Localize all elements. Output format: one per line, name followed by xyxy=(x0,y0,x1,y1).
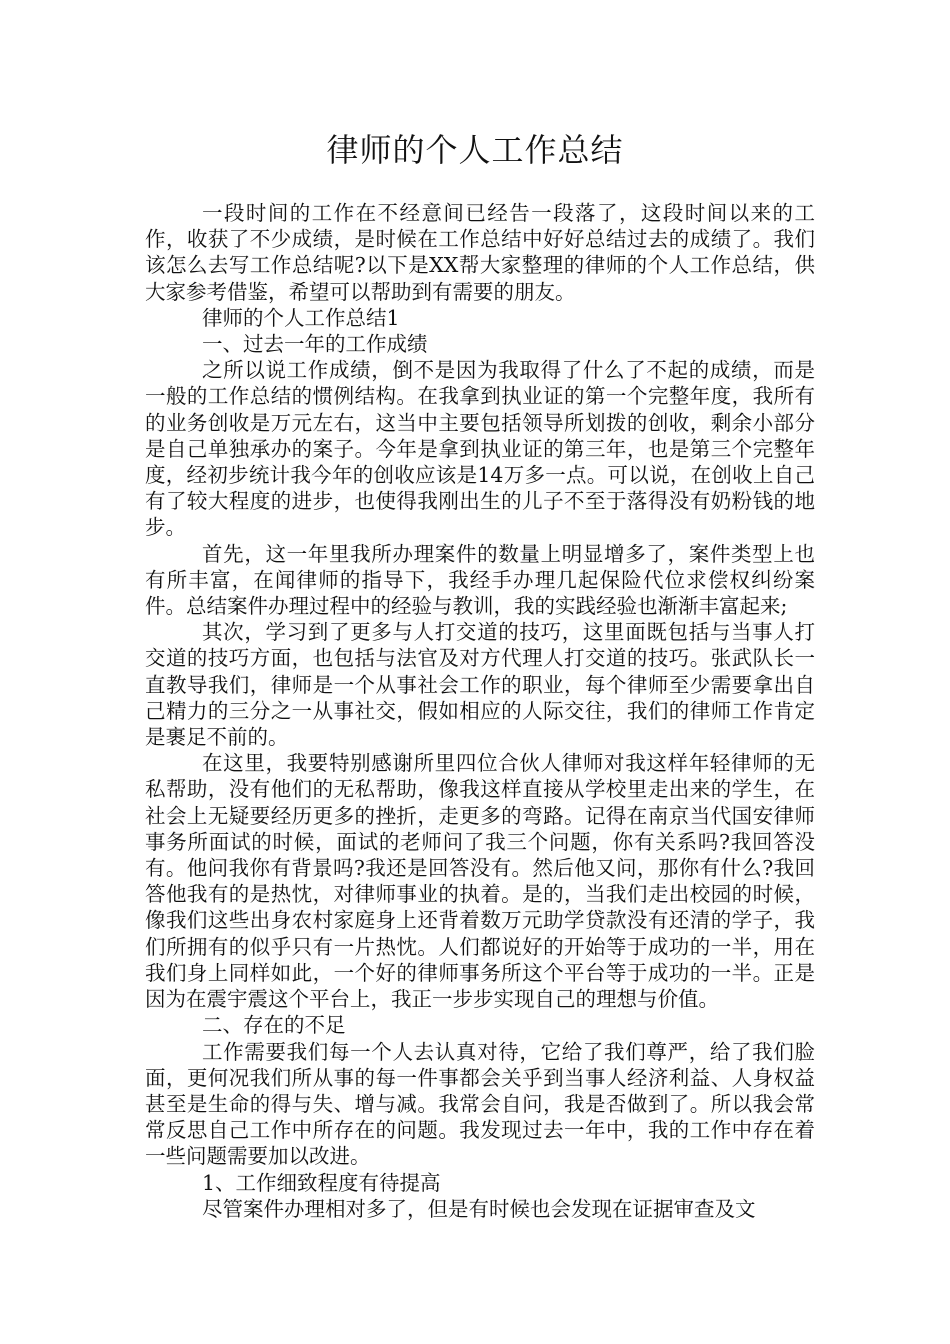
paragraph: 尽管案件办理相对多了，但是有时候也会发现在证据审查及文 xyxy=(202,1196,756,1221)
paragraph: 在这里，我要特别感谢所里四位合伙人律师对我这样年轻律师的无私帮助，没有他们的无私帮助，像我这样直接从学校里走出来的学生，在社会上无疑要经历更多的挫折，走更多的弯路。记得在南京当代国安律师事务所面试的时候，面试的老师问了我三个问题，你有关系吗?我回答没有。他问我你有背景吗?我还是回答没有。然后他又问，那你有什么?我回答他我有的是热忱，对律师事业的执着。是的，当我们走出校园的时候，像我们这些出身农村家庭身上还背着数万元助学贷款没有还清的学子，我们所拥有的似乎只有一片热忱。人们都说好的开始等于成功的一半，用在我们身上同样如此，一个好的律师事务所这个平台等于成功的一半。正是因为在震宇震这个平台上，我正一步步实现自己的理想与价值。 xyxy=(145,751,815,1012)
paragraph: 其次，学习到了更多与人打交道的技巧，这里面既包括与当事人打交道的技巧方面，也包括与法官及对方代理人打交道的技巧。张武队长一直教导我们，律师是一个从事社会工作的职业，每个律师至少需要拿出自己精力的三分之一从事社交，假如相应的人际交往，我们的律师工作肯定是裹足不前的。 xyxy=(145,620,815,750)
section-heading: 律师的个人工作总结1 xyxy=(202,305,400,330)
document-title: 律师的个人工作总结 xyxy=(326,131,624,169)
section-heading: 1、工作细致程度有待提高 xyxy=(202,1170,441,1195)
paragraph: 一段时间的工作在不经意间已经告一段落了，这段时间以来的工作，收获了不少成绩，是时候在工作总结中好好总结过去的成绩了。我们该怎么去写工作总结呢?以下是XX帮大家整理的律师的个人工作总结，供大家参考借鉴，希望可以帮助到有需要的朋友。 xyxy=(145,201,815,304)
paragraph: 工作需要我们每一个人去认真对待，它给了我们尊严，给了我们脸面，更何况我们所从事的每一件事都会关乎到当事人经济利益、人身权益甚至是生命的得与失、增与减。我常会自问，我是否做到了。所以我会常常反思自己工作中所存在的问题。我发现过去一年中，我的工作中存在着一些问题需要加以改进。 xyxy=(145,1039,815,1169)
paragraph: 之所以说工作成绩，倒不是因为我取得了什么了不起的成绩，而是一般的工作总结的惯例结构。在我拿到执业证的第一个完整年度，我所有的业务创收是万元左右，这当中主要包括领导所划拨的创收，剩余小部分是自己单独承办的案子。今年是拿到执业证的第三年，也是第三个完整年度，经初步统计我今年的创收应该是14万多一点。可以说，在创收上自己有了较大程度的进步，也使得我刚出生的儿子不至于落得没有奶粉钱的地步。 xyxy=(145,358,815,540)
paragraph: 首先，这一年里我所办理案件的数量上明显增多了，案件类型上也有所丰富，在闻律师的指导下，我经手办理几起保险代位求偿权纠纷案件。总结案件办理过程中的经验与教训，我的实践经验也渐渐丰富起来; xyxy=(145,541,815,619)
section-heading: 一、过去一年的工作成绩 xyxy=(202,332,428,357)
section-heading: 二、存在的不足 xyxy=(202,1013,346,1038)
document-body xyxy=(145,200,815,1222)
